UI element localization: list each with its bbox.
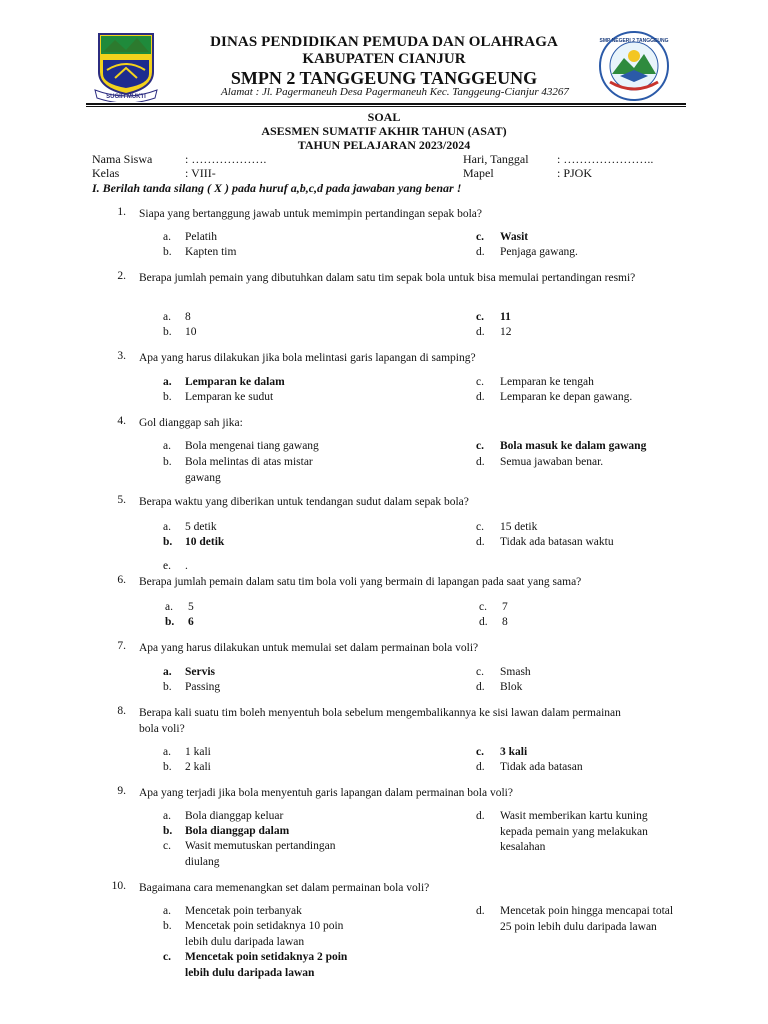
question-number: 10. [111, 880, 126, 892]
question-number: 1. [117, 206, 126, 218]
option-text-correct: 6 [188, 616, 194, 628]
option-letter[interactable]: c. [476, 666, 484, 678]
hari-field[interactable]: : ………………….. [557, 152, 654, 166]
option-letter[interactable]: b. [163, 456, 172, 468]
option-letter[interactable]: b. [163, 825, 173, 837]
option-letter[interactable]: c. [476, 376, 484, 388]
option-letter[interactable]: a. [163, 440, 171, 452]
header-school-name: SMPN 2 TANGGEUNG TANGGEUNG [230, 68, 538, 88]
kelas-field[interactable]: : VIII- [185, 166, 216, 180]
option-text: 10 [185, 326, 197, 338]
option-text: 8 [185, 311, 191, 323]
option-text-correct: Mencetak poin setidaknya 2 poin lebih dulu daripada lawan [185, 951, 348, 979]
option-letter[interactable]: c. [479, 601, 487, 613]
option-text-correct: Servis [185, 666, 216, 678]
option-text: Lemparan ke sudut [185, 391, 274, 403]
header-divider [86, 103, 686, 105]
option-text: Passing [185, 681, 221, 693]
option-letter[interactable]: b. [163, 920, 172, 932]
option-text: Pelatih [185, 231, 217, 243]
option-text-correct: 3 kali [500, 746, 528, 758]
option-text-correct: Lemparan ke dalam [185, 376, 285, 388]
option-text-correct: 11 [500, 311, 511, 323]
option-text: Wasit memberikan kartu kuning kepada pemain yang melakukan kesalahan [500, 810, 648, 853]
option-text: Mencetak poin hingga mencapai total 25 poin lebih dulu daripada lawan [500, 905, 674, 933]
question-text: Siapa yang bertanggung jawab untuk memimpin pertandingan sepak bola? [139, 208, 482, 220]
option-letter[interactable]: d. [476, 246, 485, 258]
question-number: 7. [117, 640, 126, 652]
question-text: Berapa jumlah pemain dalam satu tim bola voli yang bermain di lapangan pada saat yang sama? [139, 576, 582, 588]
question-text: Bagaimana cara memenangkan set dalam permainan bola voli? [139, 882, 430, 894]
option-text-correct: Bola dianggap dalam [185, 825, 290, 837]
option-letter[interactable]: c. [476, 521, 484, 533]
hari-label: Hari, Tanggal [463, 152, 529, 166]
nama-label: Nama Siswa [92, 152, 153, 166]
option-text: Bola dianggap keluar [185, 810, 284, 822]
option-text-correct: Wasit [500, 231, 529, 243]
question-number: 8. [117, 705, 126, 717]
option-text: Bola mengenai tiang gawang [185, 440, 319, 452]
option-text: Blok [500, 681, 523, 693]
header-agency: DINAS PENDIDIKAN PEMUDA DAN OLAHRAGA [210, 34, 558, 50]
option-text: 15 detik [500, 521, 538, 533]
option-letter[interactable]: d. [476, 810, 485, 822]
option-letter[interactable]: b. [163, 681, 172, 693]
option-text: Lemparan ke tengah [500, 376, 594, 388]
question-text: Berapa jumlah pemain yang dibutuhkan dalam satu tim sepak bola untuk bisa memulai pertandingan resmi? [139, 272, 636, 284]
instruction: I. Berilah tanda silang ( X ) pada huruf a,b,c,d pada jawaban yang benar ! [92, 181, 462, 195]
option-text: 7 [502, 601, 508, 613]
option-letter[interactable]: a. [163, 746, 171, 758]
option-letter[interactable]: a. [163, 521, 171, 533]
question-number: 5. [117, 494, 126, 506]
question-text: Apa yang terjadi jika bola menyentuh garis lapangan dalam permainan bola voli? [139, 787, 513, 799]
logo-motto: SUGIH MUKTI [106, 94, 146, 100]
option-letter[interactable]: a. [163, 311, 171, 323]
title-asesmen: ASESMEN SUMATIF AKHIR TAHUN (ASAT) [261, 124, 507, 138]
option-text: 5 detik [185, 521, 217, 533]
header-address: Alamat : Jl. Pagermaneuh Desa Pagermaneuh Kec. Tanggeung-Cianjur 43267 [221, 86, 569, 98]
kelas-label: Kelas [92, 166, 120, 180]
option-letter[interactable]: c. [476, 231, 484, 243]
question-text: Apa yang harus dilakukan untuk memulai set dalam permainan bola voli? [139, 642, 479, 654]
option-letter[interactable]: b. [163, 391, 172, 403]
option-text: 1 kali [185, 746, 211, 758]
option-text: Kapten tim [185, 246, 237, 258]
option-text: . [185, 560, 188, 572]
option-letter[interactable]: a. [163, 376, 172, 388]
option-text: Bola melintas di atas mistar gawang [185, 456, 313, 484]
option-text: Mencetak poin terbanyak [185, 905, 302, 917]
option-letter[interactable]: c. [163, 840, 171, 852]
option-letter[interactable]: a. [163, 905, 171, 917]
mapel-field: : PJOK [557, 166, 593, 180]
question-number: 4. [117, 415, 126, 427]
option-text: Smash [500, 666, 531, 678]
option-letter[interactable]: b. [163, 761, 172, 773]
option-letter[interactable]: d. [476, 761, 485, 773]
title-soal: SOAL [367, 110, 401, 124]
option-text: Mencetak poin setidaknya 10 poin lebih dulu daripada lawan [185, 920, 344, 948]
option-text: Semua jawaban benar. [500, 456, 604, 468]
option-letter[interactable]: a. [165, 601, 173, 613]
question-text: Gol dianggap sah jika: [139, 417, 243, 429]
option-letter[interactable]: d. [476, 905, 485, 917]
option-letter[interactable]: e. [163, 560, 171, 572]
option-text: 2 kali [185, 761, 211, 773]
option-letter[interactable]: a. [163, 810, 171, 822]
option-letter[interactable]: b. [165, 616, 175, 628]
option-letter[interactable]: c. [476, 311, 484, 323]
option-letter[interactable]: c. [476, 440, 484, 452]
option-text: Wasit memutuskan pertandingan diulang [185, 840, 336, 868]
option-text: 12 [500, 326, 512, 338]
option-letter[interactable]: d. [476, 326, 485, 338]
question-text: Berapa waktu yang diberikan untuk tendangan sudut dalam sepak bola? [139, 496, 469, 508]
option-letter[interactable]: d. [476, 391, 485, 403]
option-letter[interactable]: c. [163, 951, 171, 963]
question-text: Apa yang harus dilakukan jika bola melintasi garis lapangan di samping? [139, 352, 476, 364]
option-text: Penjaga gawang. [500, 246, 578, 258]
option-letter[interactable]: d. [476, 681, 485, 693]
option-letter[interactable]: c. [476, 746, 484, 758]
option-letter[interactable]: d. [479, 616, 488, 628]
option-letter[interactable]: a. [163, 231, 171, 243]
option-text: 5 [188, 601, 194, 613]
option-letter[interactable]: b. [163, 536, 173, 548]
option-text-correct: Bola masuk ke dalam gawang [500, 440, 647, 452]
option-letter[interactable]: d. [476, 456, 485, 468]
option-text-correct: 10 detik [185, 536, 225, 548]
nama-field[interactable]: : ………………. [185, 152, 267, 166]
question-number: 2. [117, 270, 126, 282]
option-text: Lemparan ke depan gawang. [500, 391, 633, 403]
question-number: 9. [117, 785, 126, 797]
mapel-label: Mapel [463, 166, 494, 180]
option-text: Tidak ada batasan waktu [500, 536, 614, 548]
question-number: 3. [117, 350, 126, 362]
option-letter[interactable]: a. [163, 666, 172, 678]
header-divider-thin [86, 106, 686, 107]
option-letter[interactable]: b. [163, 326, 172, 338]
option-letter[interactable]: b. [163, 246, 172, 258]
question-number: 6. [117, 574, 126, 586]
emblem-text: SMP NEGERI 2 TANGGEUNG [599, 38, 669, 44]
option-text: Tidak ada batasan [500, 761, 583, 773]
option-text: 8 [502, 616, 508, 628]
header-regency: KABUPATEN CIANJUR [302, 51, 466, 67]
title-tahun: TAHUN PELAJARAN 2023/2024 [297, 138, 471, 152]
option-letter[interactable]: d. [476, 536, 485, 548]
question-text: Berapa kali suatu tim boleh menyentuh bola sebelum mengembalikannya ke sisi lawan dalam permainan bola voli? [139, 707, 621, 735]
